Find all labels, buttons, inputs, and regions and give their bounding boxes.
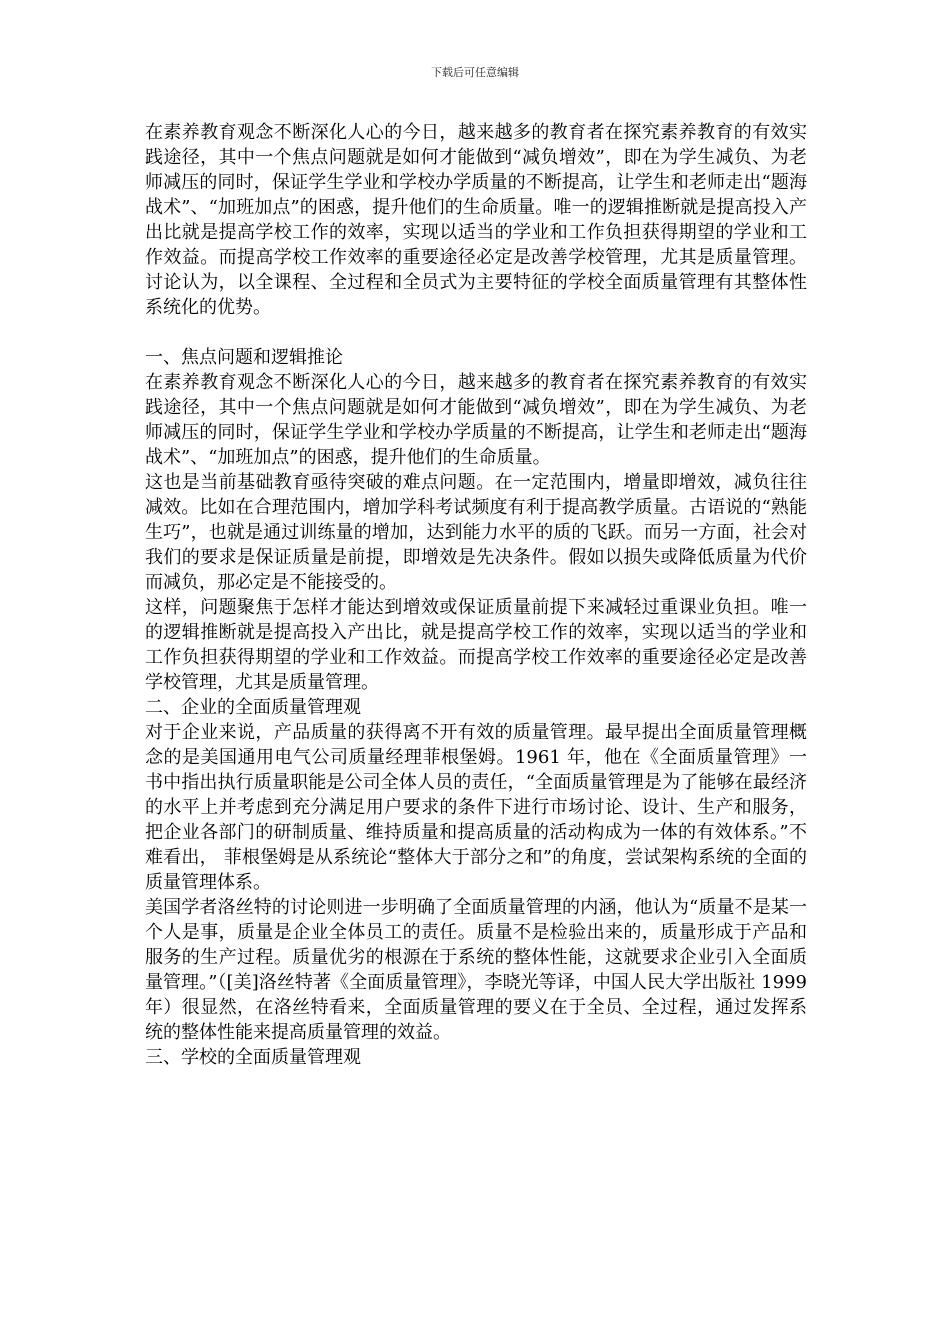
- section-1-paragraph-1: 在素养教育观念不断深化人心的今日，越来越多的教育者在探究素养教育的有效实践途径，其中一个焦点问题就是如何才能做到“减负增效”，即在为学生减负、为老师减压的同时，保证学生学业和学校办学质量的不断提高，让学生和老师走出“题海战术”、“加班加点”的困惑，提升他们的生命质量。: [145, 372, 807, 468]
- document-body: [145, 120, 807, 1070]
- page-header: 下载后可任意编辑: [431, 66, 519, 79]
- section-2-paragraph-1: 对于企业来说，产品质量的获得离不开有效的质量管理。最早提出全面质量管理概念的是美国通用电气公司质量经理菲根堡姆。1961 年，他在《全面质量管理》一书中指出执行质量职能是公司全体人员的责任，“全面质量管理是为了能够在最经济的水平上并考虑到充分满足用户要求的条件下进行市场讨论、设计、生产和服务，把企业各部门的研制质量、维持质量和提高质量的活动构成为一体的有效体系。”不难看出， 菲根堡姆是从系统论“整体大于部分之和”的角度，尝试架构系统的全面的质量管理体系。: [145, 722, 807, 893]
- section-heading-3: 三、学校的全面质量管理观: [145, 1047, 361, 1068]
- section-1-paragraph-3: 这样，问题聚焦于怎样才能达到增效或保证质量前提下来减轻过重课业负担。唯一的逻辑推断就是提高投入产出比，就是提高学校工作的效率，实现以适当的学业和工作负担获得期望的学业和工作效益。而提高学校工作效率的重要途径必定是改善学校管理，尤其是质量管理。: [145, 597, 807, 693]
- section-heading-1: 一、焦点问题和逻辑推论: [145, 347, 343, 368]
- section-heading-2: 二、企业的全面质量管理观: [145, 697, 361, 718]
- section-2-paragraph-2: 美国学者洛丝特的讨论则进一步明确了全面质量管理的内涵，他认为“质量不是某一个人是事，质量是企业全体员工的责任。质量不是检验出来的，质量形成于产品和服务的生产过程。质量优劣的根源在于系统的整体性能，这就要求企业引入全面质量管理。”（[美]洛丝特著《全面质量管理》，李晓光等译，中国人民大学出版社 1999 年）很显然，在洛丝特看来，全面质量管理的要义在于全员、全过程，通过发挥系统的整体性能来提高质量管理的效益。: [145, 897, 807, 1043]
- intro-paragraph: 在素养教育观念不断深化人心的今日，越来越多的教育者在探究素养教育的有效实践途径，其中一个焦点问题就是如何才能做到“减负增效”，即在为学生减负、为老师减压的同时，保证学生学业和学校办学质量的不断提高，让学生和老师走出“题海战术”、“加班加点”的困惑，提升他们的生命质量。唯一的逻辑推断就是提高投入产出比就是提高学校工作的效率，实现以适当的学业和工作负担获得期望的学业和工作效益。而提高学校工作效率的重要途径必定是改善学校管理，尤其是质量管理。讨论认为，以全课程、全过程和全员式为主要特征的学校全面质量管理有其整体性系统化的优势。: [145, 122, 807, 318]
- section-1-paragraph-2: 这也是当前基础教育亟待突破的难点问题。在一定范围内，增量即增效，减负往往减效。比如在合理范围内，增加学科考试频度有利于提高教学质量。古语说的“熟能生巧”，也就是通过训练量的增加，达到能力水平的质的飞跃。而另一方面，社会对我们的要求是保证质量是前提，即增效是先决条件。假如以损失或降低质量为代价而减负，那必定是不能接受的。: [145, 472, 807, 593]
- paragraph-gap: [145, 320, 807, 345]
